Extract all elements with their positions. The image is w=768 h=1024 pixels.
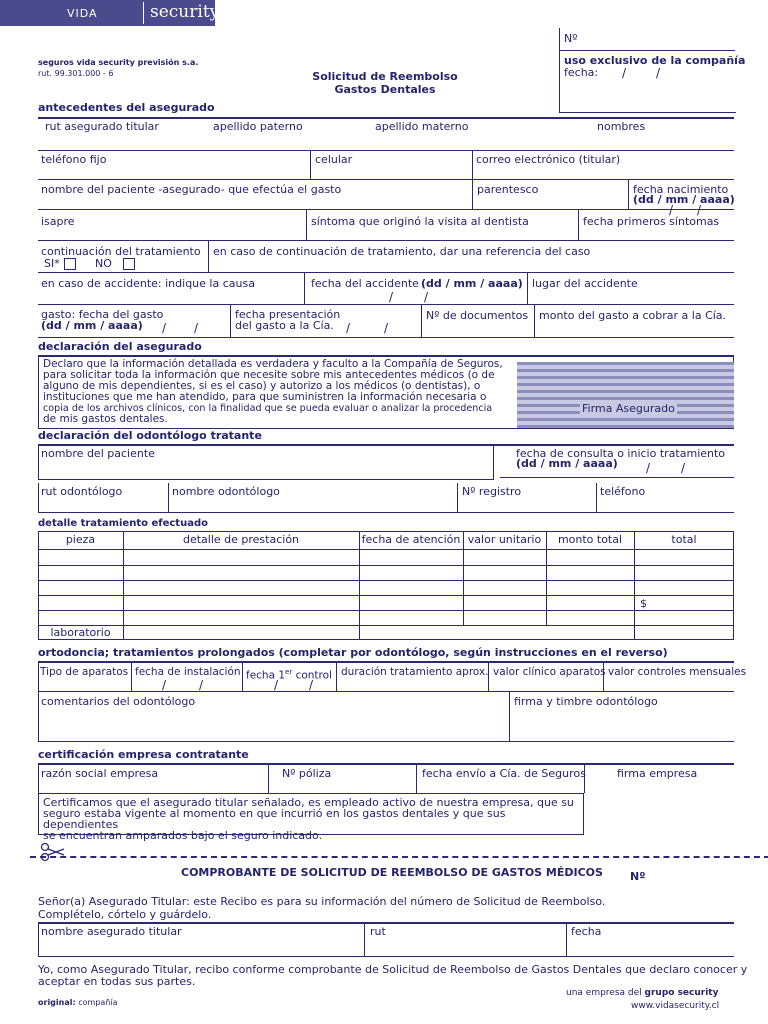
fecha-accidente-label: fecha del accidente xyxy=(311,277,419,290)
col-detalle: detalle de prestación xyxy=(182,533,300,546)
apellido-paterno-label: apellido paterno xyxy=(213,120,303,133)
form-title-line1: Solicitud de Reembolso xyxy=(312,70,458,83)
laboratorio-label: laboratorio xyxy=(50,626,111,639)
scissors-icon xyxy=(40,842,100,862)
declaracion-text: Declaro que la información detallada es verdadera y faculto a la Compañía de Seguros, para solicitar toda la información que necesite sobre mis antecedentes médicos (o de alguno de mis dependientes, si es el caso) y autorizo a los médicos (o dentistas), o instituciones que me han atendido, para que suministren la información necesaria o copia de los archivos clínicos, con la finalidad que se pueda evaluar o analizar la procedencia de mis gastos dentales. xyxy=(43,358,503,425)
fecha-instalacion-label: fecha de instalación xyxy=(135,666,241,678)
comprobante-intro-2: Complételo, córtelo y guárdelo. xyxy=(38,908,212,921)
gasto-fecha-format: (dd / mm / aaaa) xyxy=(41,319,143,332)
no-checkbox[interactable] xyxy=(123,258,135,270)
section-odontologo: declaración del odontólogo tratante xyxy=(38,429,262,442)
office-exclusive-label: uso exclusivo de la compañía xyxy=(564,54,746,67)
currency-symbol: $ xyxy=(640,597,647,610)
signature-watermark-area[interactable] xyxy=(517,362,734,428)
logo-divider xyxy=(143,2,144,24)
continuacion-label: continuación del tratamiento xyxy=(41,245,201,258)
duracion-label: duración tratamiento aprox. xyxy=(341,666,489,678)
fecha-accidente-format: (dd / mm / aaaa) xyxy=(421,277,523,290)
fecha-envio-label: fecha envío a Cía. de Seguros xyxy=(422,767,586,780)
col-monto-total: monto total xyxy=(557,533,623,546)
col-total: total xyxy=(671,533,697,546)
nombres-label: nombres xyxy=(597,120,646,133)
section-declaracion: declaración del asegurado xyxy=(38,340,202,353)
odontologo-paciente-label: nombre del paciente xyxy=(41,447,155,460)
fecha-consulta-label: fecha de consulta o inicio tratamiento xyxy=(516,447,726,460)
conformidad-1: Yo, como Asegurado Titular, recibo conforme comprobante de Solicitud de Reembolso de Gastos Dentales que declaro conocer y xyxy=(38,963,748,976)
telefono-odontologo-label: teléfono xyxy=(600,485,646,498)
logo-vida: VIDA xyxy=(67,7,98,20)
gasto-fecha-label: gasto: fecha del gasto xyxy=(41,308,164,321)
fecha-sintomas-label: fecha primeros síntomas xyxy=(583,215,720,228)
section-asegurado: antecedentes del asegurado xyxy=(38,101,215,114)
tipo-aparatos-label: Tipo de aparatos xyxy=(40,666,129,678)
company-name: seguros vida security previsión s.a. xyxy=(38,58,199,67)
certificacion-text: Certificamos que el asegurado titular señalado, es empleado activo de nuestra empresa, que su seguro estaba vigente al momento en que incurrió en los gastos dentales y que sus dependientes se encuentran amparados bajo el seguro indicado. xyxy=(43,796,574,842)
col-fecha-atencion: fecha de atención xyxy=(361,533,461,546)
paciente-label: nombre del paciente -asegurado- que efectúa el gasto xyxy=(41,183,342,196)
fecha-control-label: fecha 1er control xyxy=(246,668,332,682)
conformidad-2: aceptar en todas sus partes. xyxy=(38,975,196,988)
rut-odontologo-label: rut odontólogo xyxy=(41,485,123,498)
correo-label: correo electrónico (titular) xyxy=(476,153,621,166)
website[interactable]: www.vidasecurity.cl xyxy=(631,1001,720,1011)
comprobante-intro-1: Señor(a) Asegurado Titular: este Recibo es para su información del número de Solicitud de Reembolso. xyxy=(38,895,606,908)
valor-clinico-label: valor clínico aparatos xyxy=(493,666,606,678)
firma-asegurado-label: Firma Asegurado xyxy=(582,402,675,415)
si-checkbox[interactable] xyxy=(64,258,76,270)
office-number-label: Nº xyxy=(564,32,578,45)
comprobante-number-label: Nº xyxy=(630,870,646,883)
form-title xyxy=(280,70,490,96)
section-ortodoncia: ortodoncia; tratamientos prolongados (completar por odontólogo, según instrucciones en el reverso) xyxy=(38,646,668,659)
nombre-titular-label: nombre asegurado titular xyxy=(41,925,182,938)
no-label: NO xyxy=(95,257,112,270)
parentesco-label: parentesco xyxy=(477,183,539,196)
monto-cobrar-label: monto del gasto a cobrar a la Cía. xyxy=(539,309,727,322)
original-label: original: compañía xyxy=(38,998,118,1007)
firma-empresa-label: firma empresa xyxy=(617,767,698,780)
fecha-presentacion-label-1: fecha presentación xyxy=(235,308,341,321)
apellido-materno-label: apellido materno xyxy=(375,120,469,133)
si-label: SI* xyxy=(44,257,60,270)
vida-security-logo xyxy=(0,0,220,26)
continuacion-ref-label: en caso de continuación de tratamiento, dar una referencia del caso xyxy=(213,245,591,258)
poliza-label: Nº póliza xyxy=(282,767,332,780)
isapre-label: isapre xyxy=(41,215,75,228)
firma-odontologo-label: firma y timbre odontólogo xyxy=(514,695,658,708)
razon-social-label: razón social empresa xyxy=(41,767,159,780)
cut-line xyxy=(30,856,768,858)
detalle-table xyxy=(38,531,734,640)
fecha-consulta-format: (dd / mm / aaaa) xyxy=(516,457,618,470)
fecha-nacimiento-label: fecha nacimiento xyxy=(633,183,729,196)
fecha-comprobante-label: fecha xyxy=(571,925,602,938)
rut-titular-label: rut asegurado titular xyxy=(45,120,159,133)
nombre-odontologo-label: nombre odontólogo xyxy=(172,485,280,498)
logo-security: security xyxy=(150,2,220,22)
celular-label: celular xyxy=(315,153,353,166)
form-title-line2: Gastos Dentales xyxy=(334,83,436,96)
comprobante-title: COMPROBANTE DE SOLICITUD DE REEMBOLSO DE GASTOS MÉDICOS xyxy=(181,866,603,879)
section-certificacion: certificación empresa contratante xyxy=(38,748,249,761)
grupo-security: una empresa del grupo security xyxy=(566,988,719,998)
telefono-label: teléfono fijo xyxy=(41,153,107,166)
registro-label: Nº registro xyxy=(462,485,522,498)
section-detalle: detalle tratamiento efectuado xyxy=(38,518,208,529)
valor-controles-label: valor controles mensuales xyxy=(608,666,747,678)
fecha-nacimiento-format: (dd / mm / aaaa) xyxy=(633,193,735,206)
num-documentos-label: Nº de documentos xyxy=(426,309,529,322)
rut-comprobante-label: rut xyxy=(370,925,386,938)
company-rut: rut. 99.301.000 - 6 xyxy=(38,69,114,78)
fecha-presentacion-label-2: del gasto a la Cía. xyxy=(235,319,334,332)
office-date-label: fecha: xyxy=(564,66,599,79)
lugar-accidente-label: lugar del accidente xyxy=(532,277,638,290)
accidente-causa-label: en caso de accidente: indique la causa xyxy=(41,277,255,290)
col-pieza: pieza xyxy=(65,533,96,546)
sintoma-label: síntoma que originó la visita al dentista xyxy=(311,215,529,228)
col-valor-unitario: valor unitario xyxy=(467,533,542,546)
comentarios-label: comentarios del odontólogo xyxy=(41,695,196,708)
